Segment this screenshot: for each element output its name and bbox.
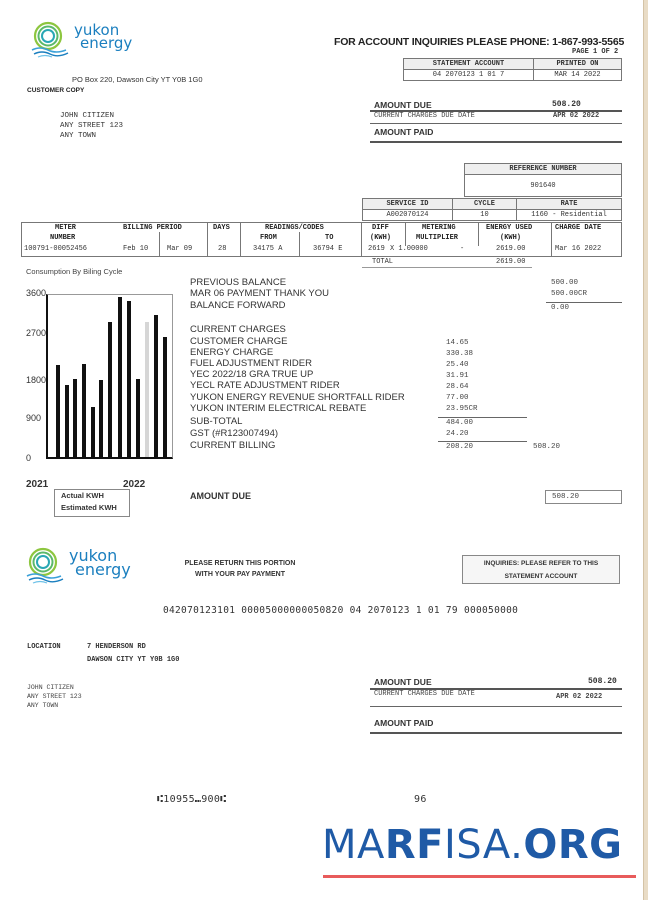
micr-line: ⑆10955⑉900⑆ bbox=[157, 794, 227, 805]
charge-item-label: YECL RATE ADJUSTMENT RIDER bbox=[190, 380, 340, 391]
subtotal-value: 484.00 bbox=[446, 419, 474, 427]
amount-paid-label: AMOUNT PAID bbox=[374, 127, 434, 137]
meter-header: METER bbox=[55, 224, 77, 232]
y-tick-900: 900 bbox=[26, 413, 42, 423]
bar-actual bbox=[108, 322, 112, 457]
logo-text-yukon: yukon bbox=[74, 20, 120, 39]
bar-actual bbox=[99, 380, 103, 457]
bar-actual bbox=[136, 379, 140, 457]
logo-text-energy: energy bbox=[75, 560, 131, 579]
watermark-marfisa bbox=[322, 822, 622, 868]
reference-number-value: 901640 bbox=[465, 175, 622, 197]
current-charges-label: CURRENT CHARGES bbox=[190, 324, 286, 335]
divider bbox=[478, 222, 479, 246]
statement-account-number: 04 2070123 1 01 7 bbox=[404, 70, 534, 81]
reading-from: 34175 A bbox=[253, 245, 283, 253]
charge-item-label: ENERGY CHARGE bbox=[190, 347, 274, 358]
period-to: Mar 09 bbox=[167, 245, 193, 253]
due-date-value-remittance: APR 02 2022 bbox=[556, 693, 603, 701]
charge-item-value: 28.64 bbox=[446, 383, 469, 391]
amount-paid-line-remittance bbox=[370, 732, 622, 734]
inquiries-line2: STATEMENT ACCOUNT bbox=[504, 573, 578, 580]
balance-forward-label: BALANCE FORWARD bbox=[190, 300, 286, 311]
amount-due-label: AMOUNT DUE bbox=[374, 100, 432, 110]
divider bbox=[159, 232, 160, 257]
previous-balance-value: 500.00 bbox=[551, 279, 579, 287]
divider bbox=[551, 222, 552, 257]
multiplier-header: MULTIPLIER bbox=[416, 234, 459, 242]
customer-address bbox=[60, 111, 123, 141]
customer-street: ANY STREET 123 bbox=[60, 122, 124, 130]
gst-value: 24.20 bbox=[446, 430, 469, 438]
y-tick-2700: 2700 bbox=[26, 328, 47, 338]
y-tick-1800: 1800 bbox=[26, 375, 47, 385]
bar-actual bbox=[82, 364, 86, 457]
days-header: DAYS bbox=[213, 224, 230, 232]
customer-name: JOHN CITIZEN bbox=[60, 112, 115, 120]
amount-due-box bbox=[545, 490, 622, 504]
legend-estimated: Estimated KWH bbox=[61, 503, 117, 512]
payment-label: MAR 06 PAYMENT THANK YOU bbox=[190, 288, 330, 299]
total-kwh: 2619.00 bbox=[496, 258, 526, 266]
divider bbox=[240, 222, 241, 257]
bar-estimated bbox=[145, 322, 149, 457]
charge-item-value: 31.91 bbox=[446, 372, 469, 380]
divider bbox=[370, 123, 622, 124]
location-line2: DAWSON CITY YT Y0B 1G0 bbox=[87, 656, 180, 664]
to-header: TO bbox=[325, 234, 334, 242]
cycle-value: 10 bbox=[453, 210, 517, 221]
company-logo bbox=[30, 20, 132, 60]
amount-paid-line bbox=[370, 141, 622, 143]
subtotal-label: SUB-TOTAL bbox=[190, 416, 243, 427]
inquiries-line1: INQUIRIES: PLEASE REFER TO THIS bbox=[483, 560, 599, 567]
logo-text-energy: energy bbox=[80, 34, 133, 52]
yukon-energy-logo-icon bbox=[25, 546, 65, 586]
customer-town: ANY TOWN bbox=[60, 132, 97, 140]
watermark-part: ISA. bbox=[444, 822, 524, 868]
customer-copy-label: CUSTOMER COPY bbox=[27, 87, 85, 94]
readings-header: READINGS/CODES bbox=[265, 224, 324, 232]
divider bbox=[438, 441, 527, 442]
rate-value: 1160 - Residential bbox=[517, 210, 622, 221]
watermark-part: RF bbox=[384, 822, 444, 868]
diff-header: DIFF bbox=[372, 224, 389, 232]
watermark-part: MA bbox=[322, 822, 385, 868]
reading-to: 36794 E bbox=[313, 245, 343, 253]
bar-actual bbox=[91, 407, 95, 457]
customer-address-remittance bbox=[27, 683, 82, 710]
energy-kwh-header: (KWH) bbox=[500, 234, 522, 242]
previous-balance-label: PREVIOUS BALANCE bbox=[190, 277, 287, 288]
energy-used-value: 2619.00 bbox=[496, 245, 526, 253]
printed-on-date: MAR 14 2022 bbox=[534, 70, 622, 81]
page-number: PAGE 1 OF 2 bbox=[572, 48, 619, 56]
from-header: FROM bbox=[260, 234, 277, 242]
bar-actual bbox=[163, 337, 167, 457]
return-instructions bbox=[170, 558, 310, 580]
current-billing-label: CURRENT BILLING bbox=[190, 440, 276, 451]
total-label: TOTAL bbox=[372, 258, 394, 266]
return-instruction-line1: PLEASE RETURN THIS PORTION bbox=[184, 560, 296, 567]
location-line1: 7 HENDERSON RD bbox=[87, 643, 146, 651]
service-id-header: SERVICE ID bbox=[363, 199, 453, 210]
due-date-value: APR 02 2022 bbox=[553, 112, 600, 120]
legend-actual: Actual KWH bbox=[61, 491, 104, 500]
return-instruction-line2: WITH YOUR PAY PAYMENT bbox=[195, 571, 285, 578]
x-label-2022: 2022 bbox=[123, 479, 146, 490]
bar-actual bbox=[73, 379, 77, 457]
amount-paid-label-remittance: AMOUNT PAID bbox=[374, 718, 434, 728]
period-from: Feb 10 bbox=[123, 245, 149, 253]
customer-town: ANY TOWN bbox=[27, 702, 59, 709]
charge-item-label: YUKON INTERIM ELECTRICAL REBATE bbox=[190, 403, 367, 414]
charge-item-value: 14.65 bbox=[446, 339, 469, 347]
charge-item-label: YEC 2022/18 GRA TRUE UP bbox=[190, 369, 314, 380]
balance-forward-value: 0.00 bbox=[551, 304, 570, 312]
bar-actual bbox=[65, 385, 69, 457]
service-id-value: A002070124 bbox=[363, 210, 453, 221]
bar-actual bbox=[154, 315, 158, 457]
printed-on-header: PRINTED ON bbox=[534, 59, 622, 70]
amount-due-box-value: 508.20 bbox=[552, 493, 580, 501]
divider bbox=[370, 706, 622, 707]
diff-kwh-header: (KWH) bbox=[370, 234, 392, 242]
divider bbox=[362, 267, 532, 268]
amount-due-bottom-label: AMOUNT DUE bbox=[190, 491, 251, 501]
page-edge bbox=[643, 0, 648, 900]
multiplier-value: X 1.00000 bbox=[390, 245, 428, 253]
charge-item-value: 330.38 bbox=[446, 350, 474, 358]
reference-number-table bbox=[464, 163, 622, 197]
reference-number-header: REFERENCE NUMBER bbox=[465, 164, 622, 175]
number-header: NUMBER bbox=[50, 234, 76, 242]
bar-actual bbox=[127, 301, 131, 457]
cycle-header: CYCLE bbox=[453, 199, 517, 210]
diff-value: 2619 bbox=[368, 245, 385, 253]
charge-date-header: CHARGE DATE bbox=[555, 224, 602, 232]
rate-header: RATE bbox=[517, 199, 622, 210]
customer-street: ANY STREET 123 bbox=[27, 693, 82, 700]
bar-actual bbox=[118, 297, 122, 457]
y-tick-3600: 3600 bbox=[26, 288, 47, 298]
customer-name: JOHN CITIZEN bbox=[27, 684, 74, 691]
charge-date-value: Mar 16 2022 bbox=[555, 245, 602, 253]
divider bbox=[207, 222, 208, 257]
consumption-chart bbox=[46, 294, 173, 459]
charge-item-value: 25.40 bbox=[446, 361, 469, 369]
yukon-energy-logo-icon bbox=[30, 20, 70, 60]
bar-actual bbox=[56, 365, 60, 457]
total-due-value: 508.20 bbox=[533, 443, 561, 451]
divider bbox=[546, 302, 622, 303]
current-billing-value: 208.20 bbox=[446, 443, 474, 451]
scan-line: 042070123101 00005000000050820 04 2070123 1 01 79 000050000 bbox=[163, 605, 519, 616]
micr-number: 96 bbox=[414, 794, 427, 805]
watermark-underline bbox=[323, 875, 636, 878]
charge-item-label: YUKON ENERGY REVENUE SHORTFALL RIDER bbox=[190, 392, 405, 403]
company-address: PO Box 220, Dawson City YT Y0B 1G0 bbox=[72, 75, 203, 84]
metering-header: METERING bbox=[422, 224, 456, 232]
charge-item-label: CUSTOMER CHARGE bbox=[190, 336, 288, 347]
x-label-2021: 2021 bbox=[26, 479, 49, 490]
charge-item-value: 77.00 bbox=[446, 394, 469, 402]
divider bbox=[438, 417, 527, 418]
billing-period-header: BILLING PERIOD bbox=[123, 224, 182, 232]
charge-item-value: 23.95CR bbox=[446, 405, 478, 413]
divider bbox=[405, 222, 406, 246]
amount-due-value-remittance: 508.20 bbox=[588, 677, 617, 686]
amount-due-value: 508.20 bbox=[552, 100, 581, 109]
statement-account-header: STATEMENT ACCOUNT bbox=[404, 59, 534, 70]
account-inquiries-phone: FOR ACCOUNT INQUIRIES PLEASE PHONE: 1-867-993-5565 bbox=[334, 36, 625, 48]
location-label: LOCATION bbox=[27, 643, 61, 651]
company-logo-remittance bbox=[25, 546, 131, 586]
due-date-label: CURRENT CHARGES DUE DATE bbox=[374, 112, 475, 120]
y-tick-0: 0 bbox=[26, 453, 32, 463]
payment-value: 500.00CR bbox=[551, 290, 588, 298]
dash: - bbox=[460, 245, 465, 253]
days-value: 28 bbox=[218, 245, 227, 253]
inquiries-box bbox=[462, 555, 620, 584]
amount-due-label-remittance: AMOUNT DUE bbox=[374, 677, 432, 687]
meter-number: 100791-00052456 bbox=[24, 245, 88, 253]
statement-account-table bbox=[403, 58, 622, 81]
logo-text-yukon: yukon bbox=[69, 545, 118, 565]
chart-legend bbox=[54, 489, 130, 517]
gst-label: GST (#R123007494) bbox=[190, 428, 279, 439]
divider bbox=[361, 222, 362, 257]
watermark-part: ORG bbox=[523, 822, 623, 868]
service-table bbox=[362, 198, 622, 221]
chart-title: Consumption By Biling Cycle bbox=[26, 267, 123, 276]
energy-used-header: ENERGY USED bbox=[486, 224, 533, 232]
charge-item-label: FUEL ADJUSTMENT RIDER bbox=[190, 358, 312, 369]
due-date-label-remittance: CURRENT CHARGES DUE DATE bbox=[374, 690, 475, 698]
divider bbox=[299, 232, 300, 257]
